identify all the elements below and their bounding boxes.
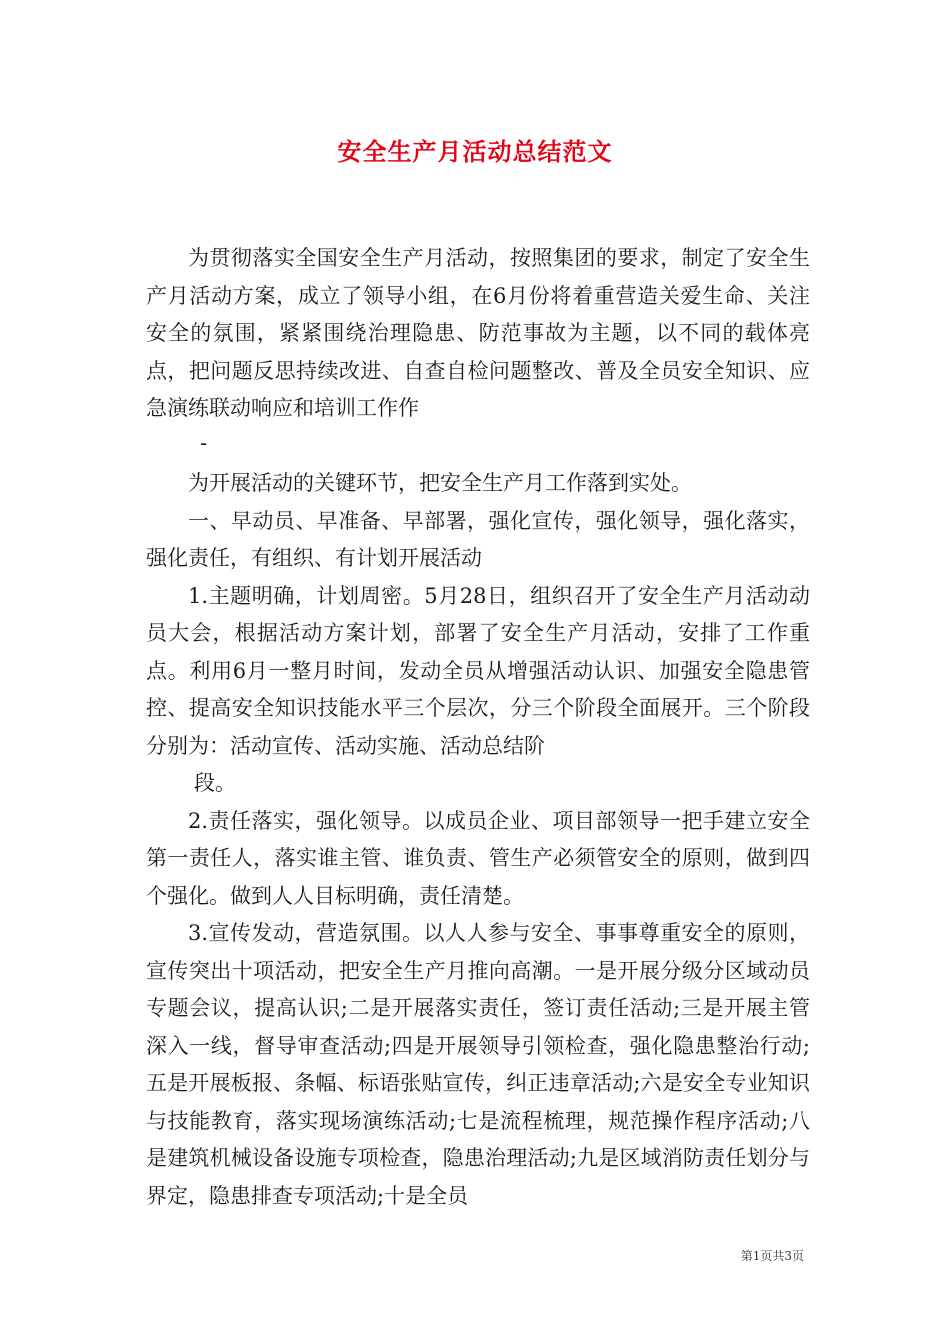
paragraph-item-1: 1.主题明确，计划周密。5月28日，组织召开了安全生产月活动动员大会，根据活动方案计划，部署了安全生产月活动，安排了工作重点。利用6月一整月时间，发动全员从增强活动认识、加强安全隐患管控、提高安全知识技能水平三个层次，分三个阶段全面展开。三个阶段分别为：活动宣传、活动实施、活动总结阶: [146, 583, 810, 758]
paragraph-item-2: 2.责任落实，强化领导。以成员企业、项目部领导一把手建立安全第一责任人，落实谁主管、谁负责、管生产必须管安全的原则，做到四个强化。做到人人目标明确，责任清楚。: [146, 808, 810, 908]
paragraph-item-3: 3.宣传发动，营造氛围。以人人参与安全、事事尊重安全的原则，宣传突出十项活动，把安全生产月推向高潮。一是开展分级分区域动员专题会议，提高认识;二是开展落实责任，签订责任活动;三是开展主管深入一线，督导审查活动;四是开展领导引领检查，强化隐患整治行动;五是开展板报、条幅、标语张贴宣传，纠正违章活动;六是安全专业知识与技能教育，落实现场演练活动;七是流程梳理，规范操作程序活动;八是建筑机械设备设施专项检查，隐患治理活动;九是区域消防责任划分与界定，隐患排查专项活动;十是全员: [146, 921, 810, 1208]
paragraph-section-one-heading: 一、早动员、早准备、早部署，强化宣传，强化领导，强化落实，强化责任，有组织、有计划开展活动: [146, 508, 810, 570]
paragraph-intro: 为贯彻落实全国安全生产月活动，按照集团的要求，制定了安全生产月活动方案，成立了领导小组，在6月份将着重营造关爱生命、关注安全的氛围，紧紧围绕治理隐患、防范事故为主题，以不同的载体亮点，把问题反思持续改进、自查自检问题整改、普及全员安全知识、应急演练联动响应和培训工作作: [146, 246, 810, 420]
paragraph-key-link: 为开展活动的关键环节，把安全生产月工作落到实处。: [188, 471, 692, 495]
paragraph-dash: -: [200, 430, 208, 455]
document-body: [146, 240, 810, 1215]
document-title: 安全生产月活动总结范文: [337, 137, 613, 166]
page-number-footer: 第1页共3页: [740, 1249, 804, 1263]
paragraph-item-1-tail: 段。: [194, 771, 236, 795]
